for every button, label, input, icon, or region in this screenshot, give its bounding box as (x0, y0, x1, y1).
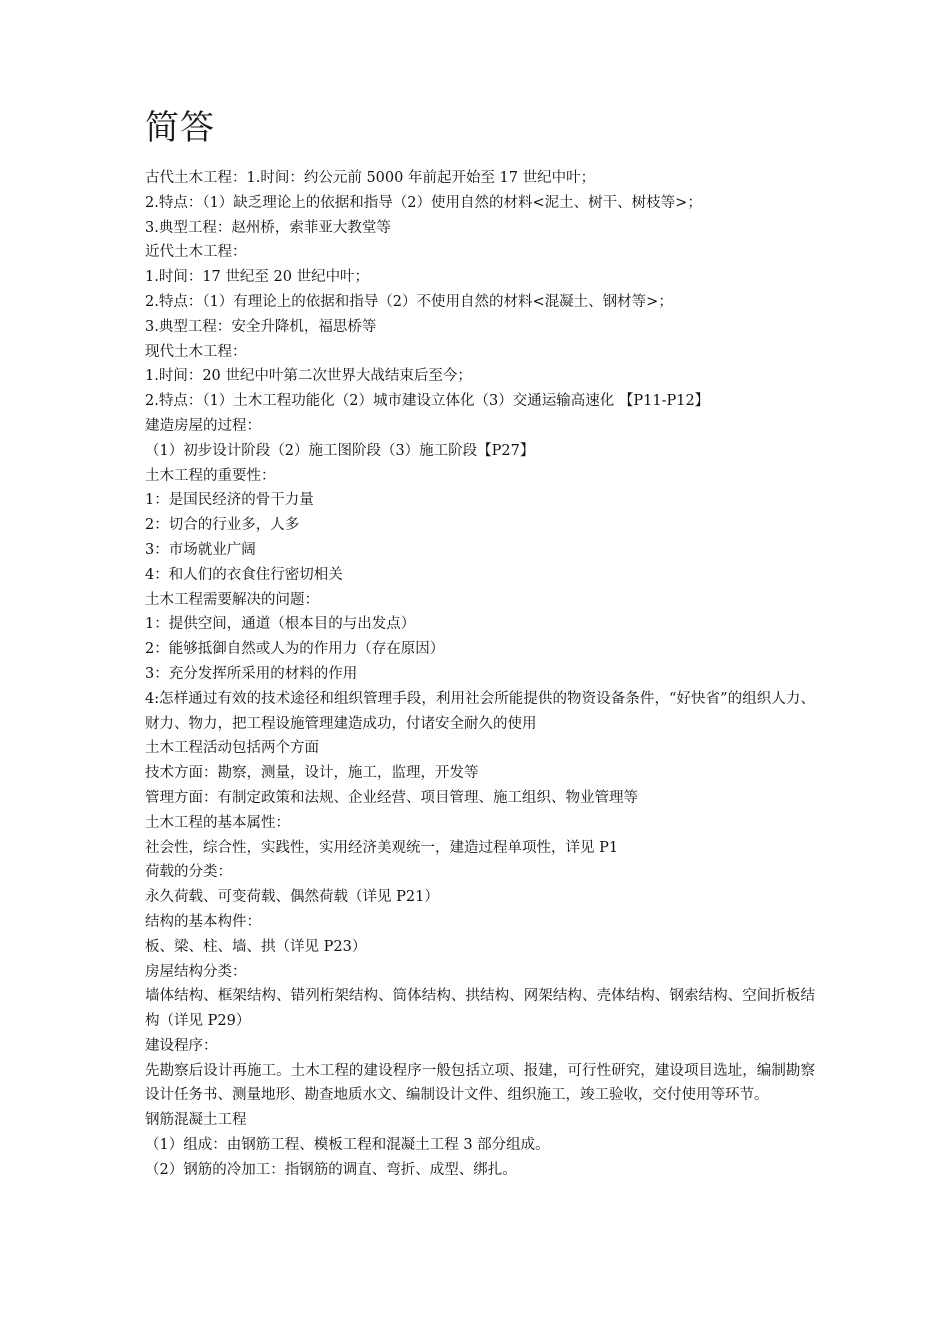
text-line: 3.典型工程：安全升降机，福思桥等 (145, 318, 377, 335)
section-heading: 结构的基本构件： (145, 913, 261, 930)
text-paragraph: 4:怎样通过有效的技术途径和组织管理手段，利用社会所能提供的物资设备条件，“好快省”的组织人力、财力、物力，把工程设施管理建造成功，付诸安全耐久的使用 (145, 690, 815, 732)
text-paragraph: 先勘察后设计再施工。土木工程的建设程序一般包括立项、报建，可行性研究，建设项目选址，编制勘察设计任务书、测量地形、勘查地质水文、编制设计文件、组织施工，竣工验收，交付使用等环节。 (145, 1062, 815, 1104)
section-heading: 土木工程的基本属性： (145, 814, 290, 831)
section-heading: 土木工程需要解决的问题： (145, 591, 319, 608)
text-line: 4：和人们的衣食住行密切相关 (145, 566, 343, 583)
text-line: 古代土木工程：1.时间：约公元前 5000 年前起开始至 17 世纪中叶； (145, 170, 596, 186)
text-line: 3：充分发挥所采用的材料的作用 (145, 665, 358, 682)
section-heading: 荷载的分类： (145, 864, 232, 881)
text-line: 1.时间：17 世纪至 20 世纪中叶； (145, 269, 370, 286)
text-line: 板、梁、柱、墙、拱（详见 P23） (145, 938, 367, 955)
text-line: 3：市场就业广阔 (145, 541, 256, 558)
text-line: 管理方面：有制定政策和法规、企业经营、项目管理、施工组织、物业管理等 (145, 789, 638, 806)
section-heading: 钢筋混凝土工程 (145, 1112, 247, 1129)
document-title: 简答 (145, 108, 215, 148)
section-heading: 土木工程活动包括两个方面 (145, 740, 319, 757)
text-line: 2：能够抵御自然或人为的作用力（存在原因） (145, 641, 445, 658)
text-line: 3.典型工程：赵州桥，索菲亚大教堂等 (145, 219, 391, 236)
text-line: 2.特点：（1）有理论上的依据和指导（2）不使用自然的材料<混凝土、钢材等>； (145, 293, 673, 310)
text-line: （1）组成：由钢筋工程、模板工程和混凝土工程 3 部分组成。 (145, 1137, 550, 1154)
text-line: 社会性，综合性，实践性，实用经济美观统一，建造过程单项性，详见 P1 (145, 839, 619, 856)
text-line: 2.特点：（1）土木工程功能化（2）城市建设立体化（3）交通运输高速化 【P11-P12】 (145, 393, 710, 410)
section-heading: 现代土木工程： (145, 343, 247, 360)
section-heading: 近代土木工程： (145, 244, 247, 261)
text-line: （2）钢筋的冷加工：指钢筋的调直、弯折、成型、绑扎。 (145, 1161, 517, 1178)
section-heading: 土木工程的重要性： (145, 467, 276, 484)
text-line: 2：切合的行业多，人多 (145, 517, 300, 534)
section-heading: 建造房屋的过程： (145, 417, 261, 434)
section-heading: 房屋结构分类： (145, 963, 247, 980)
text-line: 1：是国民经济的骨干力量 (145, 492, 314, 509)
text-line: 1.时间：20 世纪中叶第二次世界大战结束后至今； (145, 368, 472, 385)
text-line: 2.特点：（1）缺乏理论上的依据和指导（2）使用自然的材料<泥土、树干、树枝等>； (145, 194, 702, 211)
text-line: （1）初步设计阶段（2）施工图阶段（3）施工阶段【P27】 (145, 442, 535, 459)
text-paragraph: 墙体结构、框架结构、错列桁架结构、筒体结构、拱结构、网架结构、壳体结构、钢索结构、空间折板结构（详见 P29） (145, 988, 815, 1030)
text-line: 永久荷载、可变荷载、偶然荷载（详见 P21） (145, 889, 439, 906)
section-heading: 建设程序： (145, 1037, 218, 1054)
text-line: 技术方面：勘察，测量，设计，施工，监理，开发等 (145, 765, 479, 782)
text-line: 1：提供空间，通道（根本目的与出发点） (145, 616, 416, 633)
document-body (145, 166, 815, 1183)
